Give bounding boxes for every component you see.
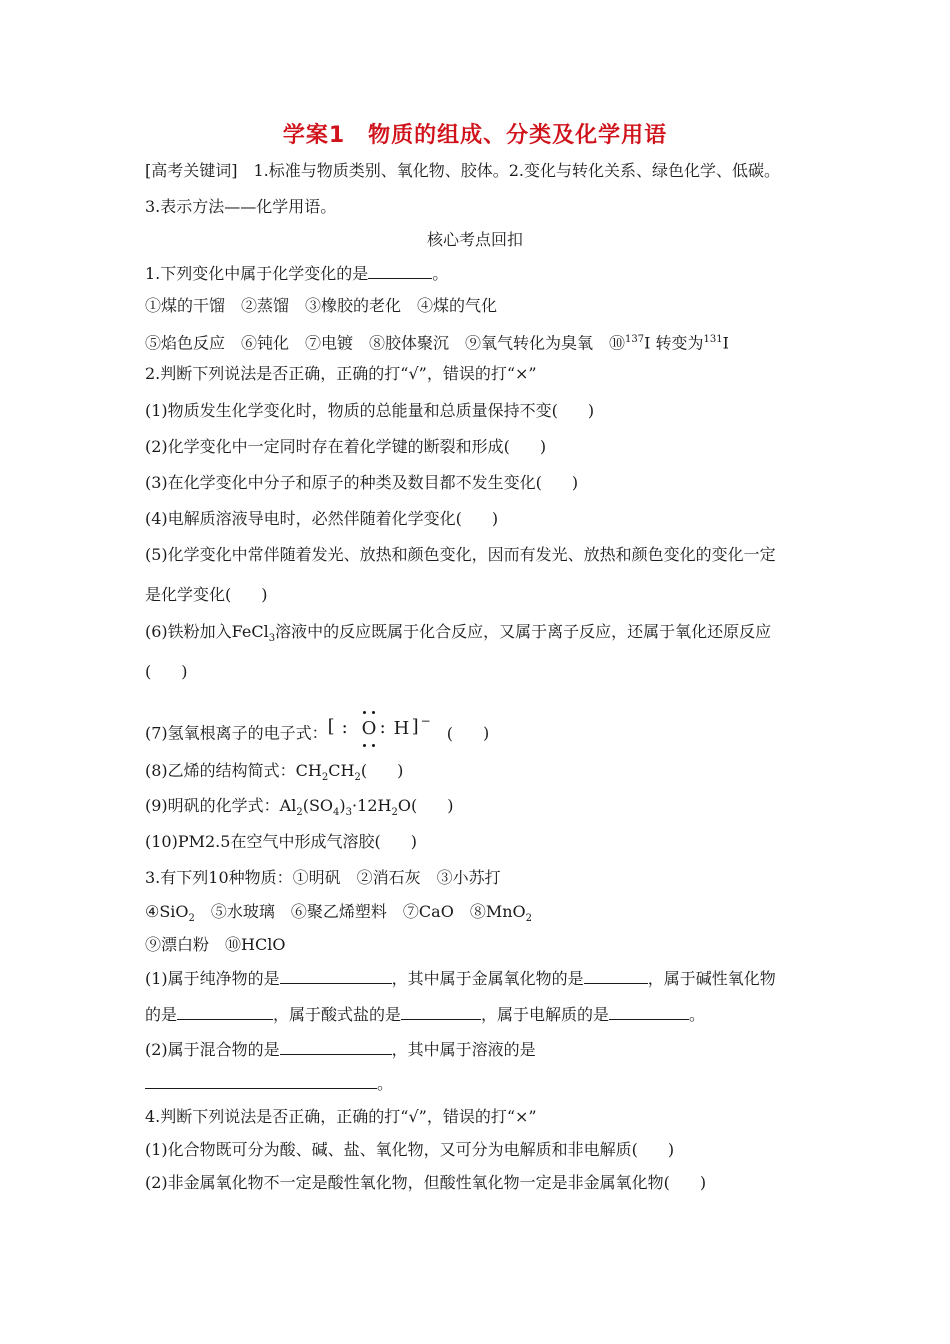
statement-2-6-b: ( ) — [145, 662, 188, 681]
keywords-line-2: 3.表示方法——化学用语。 — [145, 197, 337, 216]
hydroxide-electron-formula: [ : O : H ] − — [328, 710, 436, 750]
question-3-substances-3: ⑨漂白粉 ⑩HClO — [145, 935, 286, 954]
statement-2-8: (8)乙烯的结构简式：$CH_2CH_2$( ) — [145, 761, 404, 784]
answer-blank[interactable] — [584, 967, 648, 984]
question-2-stem: 2.判断下列说法是否正确，正确的打“√”，错误的打“×” — [145, 364, 537, 383]
statement-2-10: (10)PM2.5在空气中形成气溶胶( ) — [145, 832, 417, 851]
statement-2-3: (3)在化学变化中分子和原子的种类及数目都不发生变化( ) — [145, 473, 579, 492]
answer-blank[interactable] — [280, 1038, 392, 1055]
statement-2-7: (7)氢氧根离子的电子式： [ : O : H ] − ( ) — [145, 718, 489, 750]
section-heading: 核心考点回扣 — [426, 230, 523, 249]
question-4-stem: 4.判断下列说法是否正确，正确的打“√”，错误的打“×” — [145, 1107, 537, 1126]
question-1-stem: 1.下列变化中属于化学变化的是 。 — [145, 264, 449, 283]
statement-2-2: (2)化学变化中一定同时存在着化学键的断裂和形成( ) — [145, 437, 547, 456]
statement-2-9: (9)明矾的化学式：$Al_2(SO_4)_3\cdot 12H_2O$( ) — [145, 796, 454, 819]
statement-2-5-a: (5)化学变化中常伴随着发光、放热和颜色变化，因而有发光、放热和颜色变化的变化一定 — [145, 545, 776, 564]
question-3-part-2-a: (2)属于混合物的是 ，其中属于溶液的是 — [145, 1040, 536, 1059]
statement-2-5-b: 是化学变化( ) — [145, 585, 268, 604]
statement-2-4: (4)电解质溶液导电时，必然伴随着化学变化( ) — [145, 509, 499, 528]
answer-blank[interactable] — [280, 967, 392, 984]
answer-blank[interactable] — [609, 1003, 689, 1020]
statement-4-2: (2)非金属氧化物不一定是酸性氧化物，但酸性氧化物一定是非金属氧化物( ) — [145, 1173, 707, 1192]
question-3-stem: 3.有下列10种物质：①明矾 ②消石灰 ③小苏打 — [145, 868, 501, 887]
answer-blank[interactable] — [401, 1003, 481, 1020]
question-3-substances-2: ④SiO$_2$ ⑤水玻璃 ⑥聚乙烯塑料 ⑦CaO ⑧MnO$_2$ — [145, 902, 533, 925]
statement-2-1: (1)物质发生化学变化时，物质的总能量和总质量保持不变( ) — [145, 401, 595, 420]
answer-blank[interactable] — [368, 262, 432, 279]
question-1-options-1: ①煤的干馏 ②蒸馏 ③橡胶的老化 ④煤的气化 — [145, 296, 498, 315]
page-title: 学案1 物质的组成、分类及化学用语 — [282, 123, 668, 148]
statement-2-6-a: (6)铁粉加入FeCl$_3$溶液中的反应既属于化合反应，又属于离子反应，还属于氧化还原反应 — [145, 622, 772, 645]
question-3-part-1-a: (1)属于纯净物的是 ，其中属于金属氧化物的是 ，属于碱性氧化物 — [145, 969, 776, 988]
answer-blank[interactable] — [145, 1072, 377, 1089]
statement-4-1: (1)化合物既可分为酸、碱、盐、氧化物，又可分为电解质和非电解质( ) — [145, 1140, 675, 1159]
keywords-line-1: [高考关键词] 1.标准与物质类别、氧化物、胶体。2.变化与转化关系、绿色化学、低碳。 — [145, 161, 781, 180]
answer-blank[interactable] — [177, 1003, 273, 1020]
question-3-part-1-b: 的是 ，属于酸式盐的是 ，属于电解质的是 。 — [145, 1005, 706, 1024]
question-3-part-2-b: 。 — [145, 1072, 393, 1095]
question-1-options-2: ⑤焰色反应 ⑥钝化 ⑦电镀 ⑧胶体聚沉 ⑨氧气转化为臭氧 ⑩$^{137}$I 转变为$^{131}$I — [145, 333, 729, 353]
